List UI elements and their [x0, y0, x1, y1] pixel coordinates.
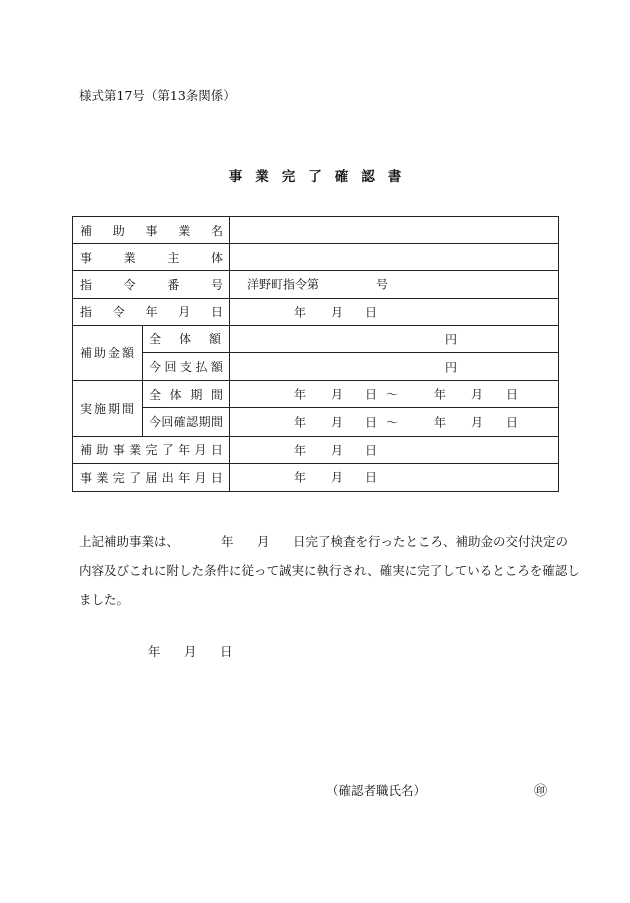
- this-payment-field[interactable]: 円: [445, 360, 458, 375]
- label-implementation-period: 実施期間: [73, 381, 143, 435]
- label-order-date: 指 令 年 月 日: [73, 299, 230, 325]
- table-row-this-payment: [143, 353, 558, 380]
- confirmation-day: 日: [220, 644, 233, 659]
- table-row-project-name: [73, 217, 558, 244]
- total-period-field[interactable]: 年 月 日 ～ 年 月 日: [294, 387, 519, 402]
- order-date-field[interactable]: 年 月 日: [294, 305, 378, 320]
- total-amount-field[interactable]: 円: [445, 332, 458, 347]
- label-report-date: 事 業 完 了 届 出 年 月 日: [73, 464, 230, 491]
- table-row-order-number: [73, 271, 558, 298]
- table-row-project-owner: [73, 244, 558, 271]
- table-row-this-period: [143, 408, 558, 435]
- report-date-field[interactable]: 年 月 日: [294, 470, 378, 485]
- confirmation-table: [72, 216, 559, 492]
- subsidy-amount-group: [73, 326, 558, 381]
- table-row-report-date: [73, 464, 558, 491]
- order-number-prefix: 洋野町指令第: [247, 277, 320, 292]
- completion-date-field[interactable]: 年 月 日: [294, 443, 378, 458]
- label-completion-date: 補 助 事 業 完 了 年 月 日: [73, 437, 230, 463]
- table-row-order-date: [73, 299, 558, 326]
- label-project-name: 補 助 事 業 名: [73, 217, 230, 243]
- order-number-suffix: 号: [376, 277, 389, 292]
- label-order-number: 指 令 番 号: [73, 271, 230, 297]
- this-period-field[interactable]: 年 月 日 ～ 年 月 日: [294, 415, 519, 430]
- label-project-owner: 事 業 主 体: [73, 244, 230, 270]
- table-row-total-amount: [143, 326, 558, 353]
- form-number: 様式第17号（第13条関係）: [79, 88, 236, 103]
- document-title: 事業完了確認書: [228, 169, 415, 185]
- project-owner-field[interactable]: [230, 244, 558, 270]
- seal-icon: ㊞: [534, 784, 548, 799]
- label-this-payment: 今 回 支 払 額: [143, 353, 230, 380]
- order-number-field[interactable]: [230, 271, 558, 297]
- confirmer-name-label: （確認者職氏名）: [326, 783, 427, 798]
- confirmation-year: 年: [148, 644, 161, 659]
- table-row-total-period: [143, 381, 558, 408]
- project-name-field[interactable]: [230, 217, 558, 243]
- implementation-period-group: [73, 381, 558, 436]
- label-total-amount: 全 体 額: [143, 326, 230, 352]
- confirmation-month: 月: [184, 644, 197, 659]
- label-subsidy-amount: 補助金額: [73, 326, 143, 380]
- table-row-completion-date: [73, 437, 558, 464]
- label-total-period: 全 体 期 間: [143, 381, 230, 407]
- label-this-period: 今 回 確 認 期 間: [143, 408, 230, 435]
